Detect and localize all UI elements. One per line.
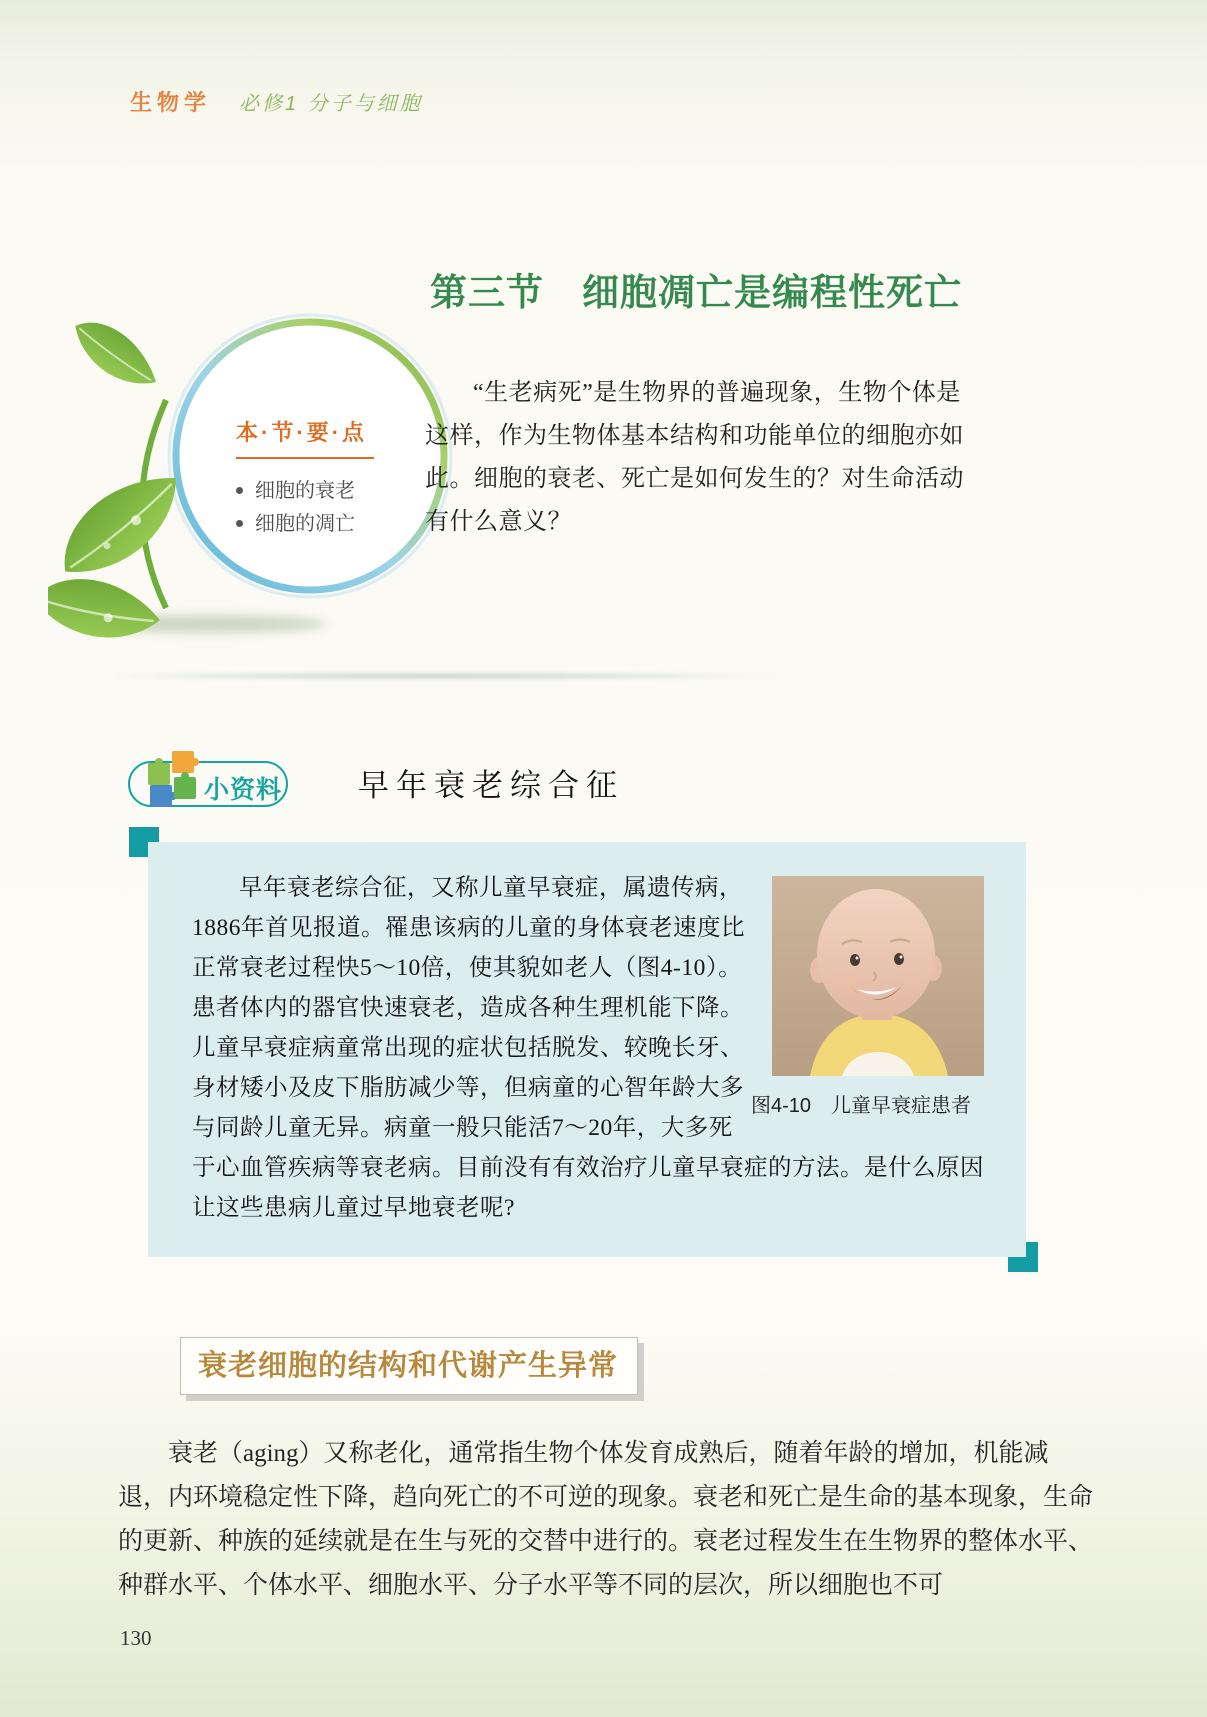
section-heading-label: 衰老细胞的结构和代谢产生异常 [198, 1350, 619, 1382]
infobox [148, 842, 1026, 1257]
leaf-large [48, 469, 196, 580]
info-badge [128, 761, 288, 807]
infobox-topic-title: 早年衰老综合征 [358, 768, 624, 803]
bullet-dot-icon [236, 520, 243, 527]
intro-paragraph: “生老病死”是生物界的普遍现象，生物个体是这样，作为生物体基本结构和功能单位的细胞亦如此。细胞的衰老、死亡是如何发生的？对生命活动有什么意义？ [425, 380, 964, 535]
running-head [130, 86, 423, 117]
puzzle-icon [144, 749, 202, 809]
key-points-title: 本·节·要·点 [236, 420, 367, 445]
key-point-item [236, 475, 446, 508]
body-paragraph: 衰老（aging）又称老化，通常指生物个体发育成熟后，随着年龄的增加，机能减退，内环境稳定性下降，趋向死亡的不可逆的现象。衰老和死亡是生命的基本现象，生命的更新、种族的延续就是在生与死的交替中进行的。衰老过程发生在生物界的整体水平、种群水平、个体水平、细胞水平、分子水平等不同的层次，所以细胞也不可 [118, 1440, 1094, 1599]
section-heading-box [180, 1337, 638, 1395]
page-number: 130 [120, 1626, 152, 1650]
infobox-body: 早年衰老综合征，又称儿童早衰症，属遗传病，1886年首见报道。罹患该病的儿童的身体衰老速度比正常衰老过程快5～10倍，使其貌如老人（图4-10）。患者体内的器官快速衰老，造成各种生理机能下降。儿童早衰症病童常出现的症状包括脱发、较晚长牙、身材矮小及皮下脂肪减少等，但病童的心智年龄大多与同龄儿童无异。病童一般只能活7～20年，大多死于心血管疾病等衰老病。目前没有有效治疗儿童早衰症的方法。是什么原因让这些患病儿童过早地衰老呢? [192, 875, 984, 1221]
key-points-rule [236, 457, 374, 459]
key-points-panel [236, 416, 446, 541]
subject-label: 生物学 [130, 90, 212, 115]
leaf-small [70, 308, 159, 405]
key-point-label: 细胞的凋亡 [255, 513, 355, 535]
progeria-child-photo [772, 876, 984, 1076]
section-title: 第三节 细胞凋亡是编程性死亡 [430, 272, 962, 313]
figure-caption: 图4-10 儿童早衰症患者 [750, 1095, 972, 1117]
key-point-label: 细胞的衰老 [255, 480, 355, 502]
keypoints-graphic [48, 308, 488, 648]
bullet-dot-icon [236, 487, 243, 494]
figure-4-10 [750, 876, 984, 1118]
key-point-item [236, 508, 446, 541]
info-badge-label: 小资料 [204, 776, 283, 804]
soft-divider [112, 673, 882, 679]
course-label: 必修1 分子与细胞 [239, 93, 423, 115]
